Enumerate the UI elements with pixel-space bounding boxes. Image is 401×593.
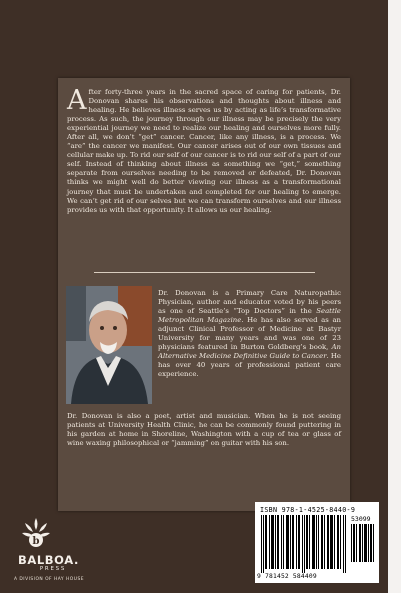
author-portrait-illustration: [66, 286, 152, 404]
isbn-barcode: [255, 502, 379, 583]
svg-text:b: b: [32, 536, 40, 547]
magazine-title: Seattle Metropolitan Magazine: [158, 307, 341, 325]
ean-barcode-bars: [261, 515, 347, 573]
isbn-number: ISBN 978-1-4525-8440-9: [260, 506, 356, 514]
author-bio: [158, 289, 341, 379]
price-barcode-bars: [351, 524, 375, 562]
intro-text: fter forty-three years in the sacred space of caring for patients, Dr. Donovan shares his observations and thoughts about illness and healing. He believes illness serves us by acting as life’s transformative process. As such, the journey through our illness may be precisely the very experiential journey we need to realize our healing and ourselves more fully. After all, we don’t “get” cancer. Cancer, like any illness, is a process. We “are” the cancer we manifest. Our cancer arises out of our own tissues and cellular make up. To rid our self of our cancer is to rid our self of a part of our self. Instead of thinking about illness as something we “get,” something separate from ourselves needing to be removed or defeated, Dr. Donovan thinks we might well do better viewing our illness as a transformational journey that must be undertaken and completed for our healing to emerge. We can’t get rid of our selves but we can transform ourselves and our illness provides us with that opportunity. It allows us our healing.: [67, 88, 341, 214]
bio-text-2: . He has also served as an adjunct Clinical Professor of Medicine at Bastyr University for many years and was one of 23 physicians featured in Burton Goldberg’s book,: [158, 316, 341, 352]
balboa-leaf-logo-icon: [19, 516, 53, 550]
page-edge: [388, 0, 401, 593]
publisher-name: BALBOA.: [18, 553, 79, 567]
price-code: 53099: [351, 515, 371, 523]
drop-cap: A: [67, 85, 87, 116]
publisher-sub: PRESS: [39, 566, 67, 572]
divider-rule: [94, 272, 315, 273]
bio-text-1: Dr. Donovan is a Primary Care Naturopathic Physician, author and educator voted by his peers as one of Seattle’s “Top Doctors” in the: [158, 289, 341, 316]
ean-digits: 9 781452 584409: [257, 573, 317, 580]
author-bio-paragraph-2: Dr. Donovan is also a poet, artist and musician. When he is not seeing patients at University Health Clinic, he can be commonly found puttering in his garden at home in Shoreline, Washington with a cup of tea or glass of wine waxing philosophical or “jamming” on guitar with his son.: [67, 412, 341, 448]
bio-text-3: . He has over 40 years of professional patient care experience.: [158, 352, 341, 379]
publisher-division: A DIVISION OF HAY HOUSE: [14, 577, 85, 582]
author-photo: [66, 286, 152, 404]
intro-paragraph: [67, 85, 341, 215]
book-title: An Alternative Medicine Definitive Guide to Cancer: [158, 343, 341, 361]
